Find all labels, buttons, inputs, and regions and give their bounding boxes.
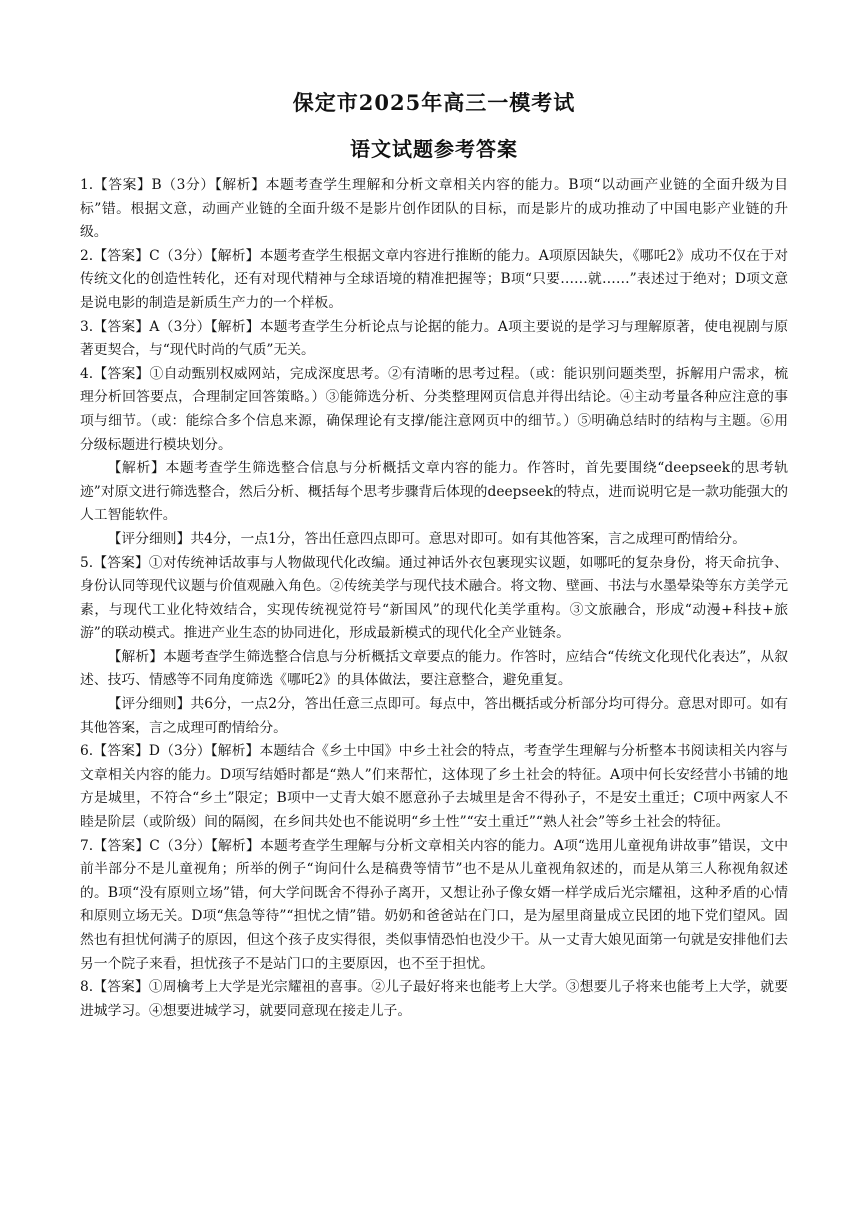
- answer-q5: 5.【答案】①对传统神话故事与人物做现代化改编。通过神话外衣包裹现实议题，如哪吒的复杂身份，将天命抗争、身份认同等现代议题与价值观融入角色。②传统美学与现代技术融合。将文物、壁画、书法与水墨晕染等东方美学元素，与现代工业化特效结合，实现传统视觉符号“新国风”的现代化美学重构。③文旅融合，形成“动漫+科技+旅游”的联动模式。推进产业生态的协同进化，形成最新模式的现代化全产业链条。: [80, 554, 788, 642]
- analysis-q4: 【解析】本题考查学生筛选整合信息与分析概括文章内容的能力。作答时，首先要围绕“deepseek的思考轨迹”对原文进行筛选整合，然后分析、概括每个思考步骤背后体现的deepseek的特点，进而说明它是一款功能强大的人工智能软件。: [80, 460, 788, 524]
- answer-q3: 3.【答案】A（3分）【解析】本题考查学生分析论点与论据的能力。A项主要说的是学习与理解原著，使电视剧与原著更契合，与“现代时尚的气质”无关。: [80, 318, 788, 359]
- answer-q6: 6.【答案】D（3分）【解析】本题结合《乡土中国》中乡土社会的特点，考查学生理解与分析整本书阅读相关内容与文章相关内容的能力。D项写结婚时都是“熟人”们来帮忙，这体现了乡土社会的特征。A项中何长安经营小书铺的地方是城里，不符合“乡土”限定；B项中一丈青大娘不愿意孙子去城里是舍不得孙子，不是安土重迁；C项中两家人不睦是阶层（或阶级）间的隔阂，在乡间共处也不能说明“乡土性”“安土重迁”“熟人社会”等乡土社会的特征。: [80, 743, 788, 831]
- answer-q8: 8.【答案】①周檎考上大学是光宗耀祖的喜事。②儿子最好将来也能考上大学。③想要儿子将来也能考上大学，就要进城学习。④想要进城学习，就要同意现在接走儿子。: [80, 979, 788, 1019]
- answer-q4: 4.【答案】①自动甄别权威网站，完成深度思考。②有清晰的思考过程。（或：能识别问题类型，拆解用户需求，梳理分析回答要点，合理制定回答策略。）③能筛选分析、分类整理网页信息并得出结论。④主动考量各种应注意的事项与细节。（或：能综合多个信息来源，确保理论有支撑/能注意网页中的细节。）⑤明确总结时的结构与主题。⑥用分级标题进行模块划分。: [80, 365, 788, 453]
- document-subtitle: 语文试题参考答案: [350, 137, 518, 161]
- analysis-q5: 【解析】本题考查学生筛选整合信息与分析概括文章要点的能力。作答时，应结合“传统文化现代化表达”，从叙述、技巧、情感等不同角度筛选《哪吒2》的具体做法，要注意整合，避免重复。: [80, 648, 788, 689]
- answer-q1: 1.【答案】B（3分）【解析】本题考查学生理解和分析文章相关内容的能力。B项“以动画产业链的全面升级为目标”错。根据文意，动画产业链的全面升级不是影片创作团队的目标，而是影片的成功推动了中国电影产业链的升级。: [80, 177, 788, 241]
- answer-q2: 2.【答案】C（3分）【解析】本题考查学生根据文章内容进行推断的能力。A项原因缺失，《哪吒2》成功不仅在于对传统文化的创造性转化，还有对现代精神与全球语境的精准把握等；B项“只要……就……”表述过于绝对；D项文意是说电影的制造是新质生产力的一个样板。: [80, 247, 788, 311]
- answer-document: [80, 90, 788, 1023]
- scoring-q4: 【评分细则】共4分，一点1分，答出任意四点即可。意思对即可。如有其他答案，言之成理可酌情给分。: [107, 530, 747, 547]
- answer-q7: 7.【答案】C（3分）【解析】本题考查学生理解与分析文章相关内容的能力。A项“选用儿童视角讲故事”错误，文中前半部分不是儿童视角；所举的例子“询问什么是稿费等情节”也不是从儿童视角叙述的，而是从第三人称视角叙述的。B项“没有原则立场”错，何大学问既舍不得孙子离开，又想让孙子像女婿一样学成后光宗耀祖，这种矛盾的心情和原则立场无关。D项“焦急等待”“担忧之情”错。奶奶和爸爸站在门口，是为屋里商量成立民团的地下党们望风。固然也有担忧何满子的原因，但这个孩子皮实得很，类似事情恐怕也没少干。从一丈青大娘见面第一句就是安排他们去另一个院子来看，担忧孩子不是站门口的主要原因，也不至于担忧。: [80, 837, 788, 972]
- document-title: 保定市2025年高三一模考试: [292, 90, 576, 115]
- scoring-q5: 【评分细则】共6分，一点2分，答出任意三点即可。每点中，答出概括或分析部分均可得分。意思对即可。如有其他答案，言之成理可酌情给分。: [80, 696, 788, 736]
